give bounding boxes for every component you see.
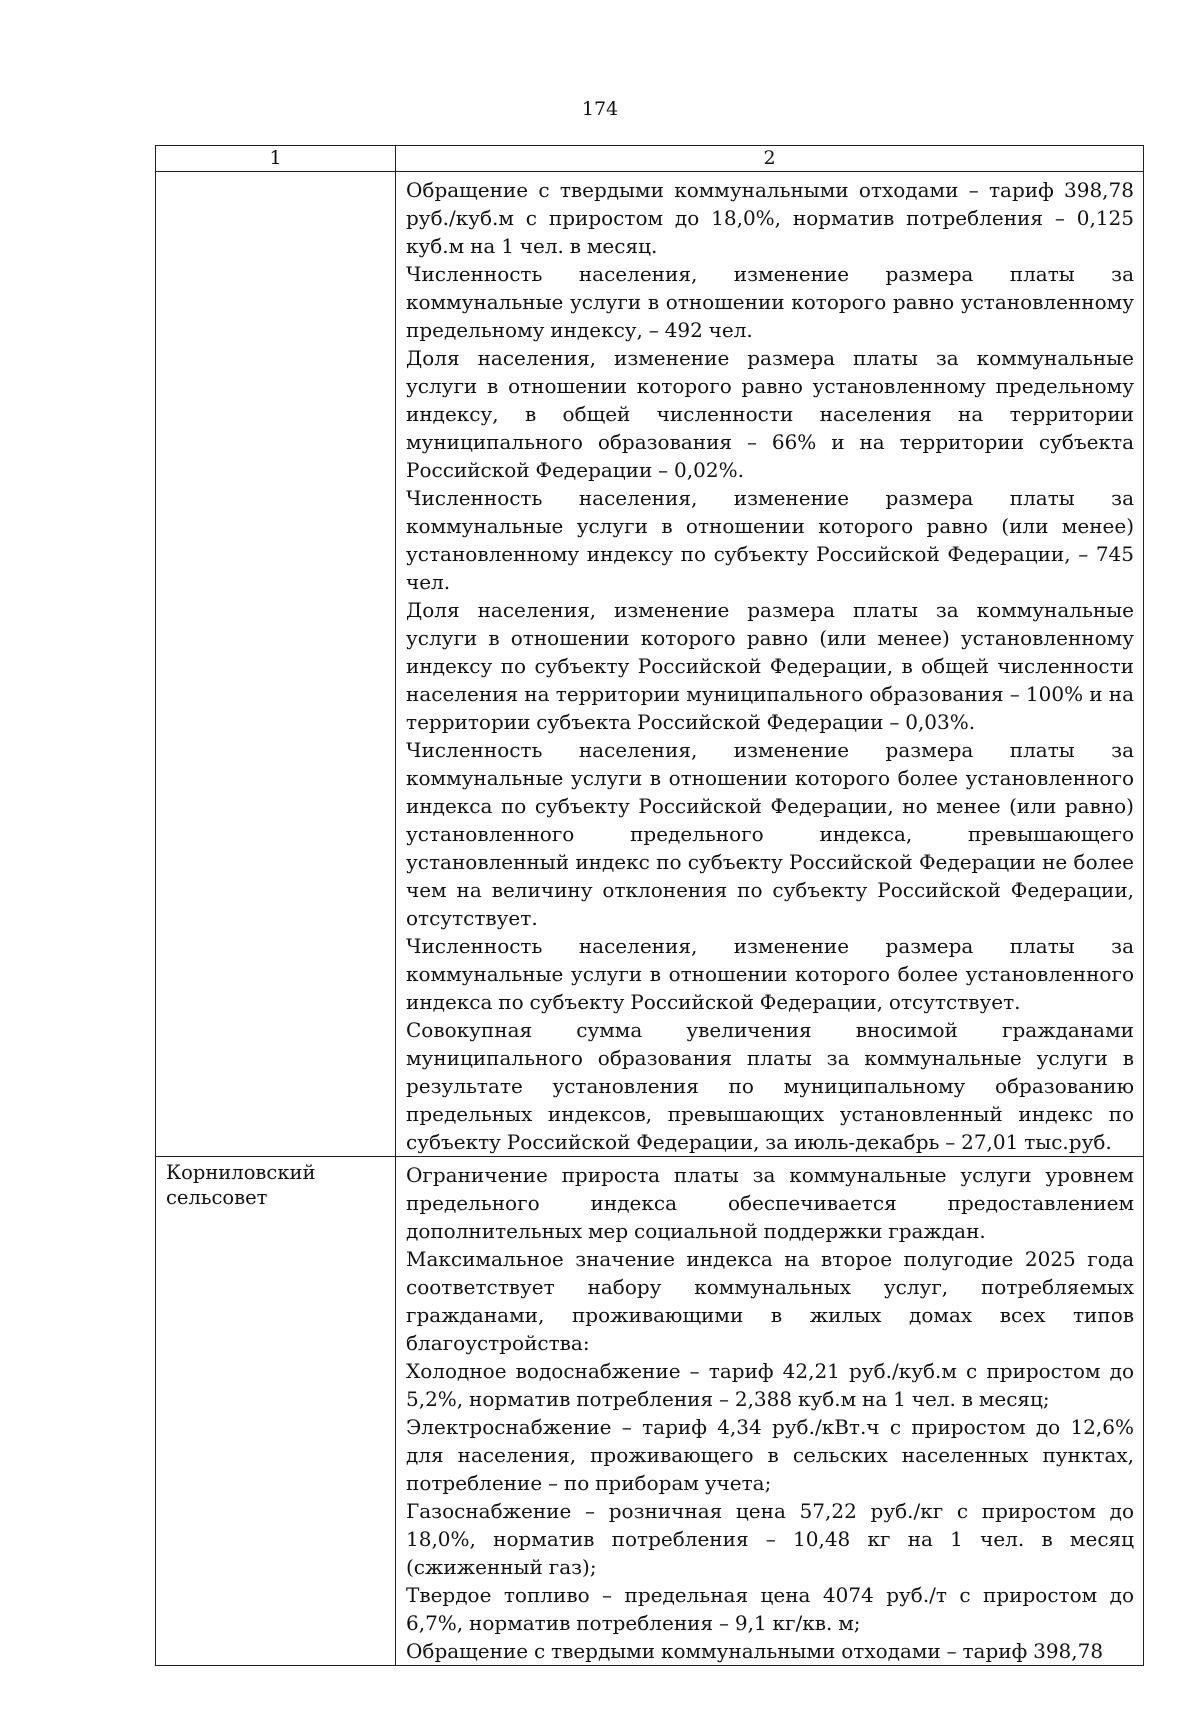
municipality-cell — [156, 172, 396, 1157]
paragraph: Доля населения, изменение размера платы за коммунальные услуги в отношении которого равно (или менее) установленному индексу по субъекту Российской Федерации, в общей численности населения на территории муниципального образования – 100% и на территории субъекта Российской Федерации – 0,03%. — [406, 598, 1134, 734]
paragraph: Численность населения, изменение размера платы за коммунальные услуги в отношении которого равно установленному предельному индексу, – 492 чел. — [406, 262, 1134, 342]
column-header-1: 1 — [156, 146, 396, 172]
description-cell — [396, 1157, 1144, 1666]
paragraph: Обращение с твердыми коммунальными отходами – тариф 398,78 руб./куб.м с приростом до 18,0%, норматив потребления – 0,125 куб.м на 1 чел. в месяц. — [406, 178, 1134, 258]
paragraph: Численность населения, изменение размера платы за коммунальные услуги в отношении которого более установленного индекса по субъекту Российской Федерации, отсутствует. — [406, 934, 1134, 1014]
column-header-2: 2 — [396, 146, 1144, 172]
paragraph: Максимальное значение индекса на второе полугодие 2025 года соответствует набору коммунальных услуг, потребляемых гражданами, проживающими в жилых домах всех типов благоустройства: — [406, 1247, 1134, 1355]
paragraph: Холодное водоснабжение – тариф 42,21 руб./куб.м с приростом до 5,2%, норматив потребления – 2,388 куб.м на 1 чел. в месяц; — [406, 1359, 1134, 1411]
municipality-cell: Корниловский сельсовет — [156, 1157, 396, 1666]
paragraph: Численность населения, изменение размера платы за коммунальные услуги в отношении которого равно (или менее) установленному индексу по субъекту Российской Федерации, – 745 чел. — [406, 486, 1134, 594]
table-header-row — [156, 146, 1144, 172]
page-number: 174 — [581, 98, 619, 120]
table-row — [156, 172, 1144, 1157]
table-row — [156, 1157, 1144, 1666]
paragraph: Газоснабжение – розничная цена 57,22 руб./кг с приростом до 18,0%, норматив потребления – 10,48 кг на 1 чел. в месяц (сжиженный газ); — [406, 1499, 1134, 1579]
data-table — [155, 145, 1144, 1666]
description-cell — [396, 172, 1144, 1157]
paragraph: Численность населения, изменение размера платы за коммунальные услуги в отношении которого более установленного индекса по субъекту Российской Федерации, но менее (или равно) установленного предельного индекса, превышающего установленный индекс по субъекту Российской Федерации не более чем на величину отклонения по субъекту Российской Федерации, отсутствует. — [406, 738, 1134, 930]
paragraph: Обращение с твердыми коммунальными отходами – тариф 398,78 — [406, 1639, 1104, 1663]
paragraph: Ограничение прироста платы за коммунальные услуги уровнем предельного индекса обеспечивается предоставлением дополнительных мер социальной поддержки граждан. — [406, 1163, 1134, 1243]
paragraph: Доля населения, изменение размера платы за коммунальные услуги в отношении которого равно установленному предельному индексу, в общей численности населения на территории муниципального образования – 66% и на территории субъекта Российской Федерации – 0,02%. — [406, 346, 1134, 482]
paragraph: Совокупная сумма увеличения вносимой гражданами муниципального образования платы за коммунальные услуги в результате установления по муниципальному образованию предельных индексов, превышающих установленный индекс по субъекту Российской Федерации, за июль-декабрь – 27,01 тыс.руб. — [406, 1018, 1134, 1154]
paragraph: Электроснабжение – тариф 4,34 руб./кВт.ч с приростом до 12,6% для населения, проживающего в сельских населенных пунктах, потребление – по приборам учета; — [406, 1415, 1134, 1495]
paragraph: Твердое топливо – предельная цена 4074 руб./т с приростом до 6,7%, норматив потребления – 9,1 кг/кв. м; — [406, 1583, 1134, 1635]
